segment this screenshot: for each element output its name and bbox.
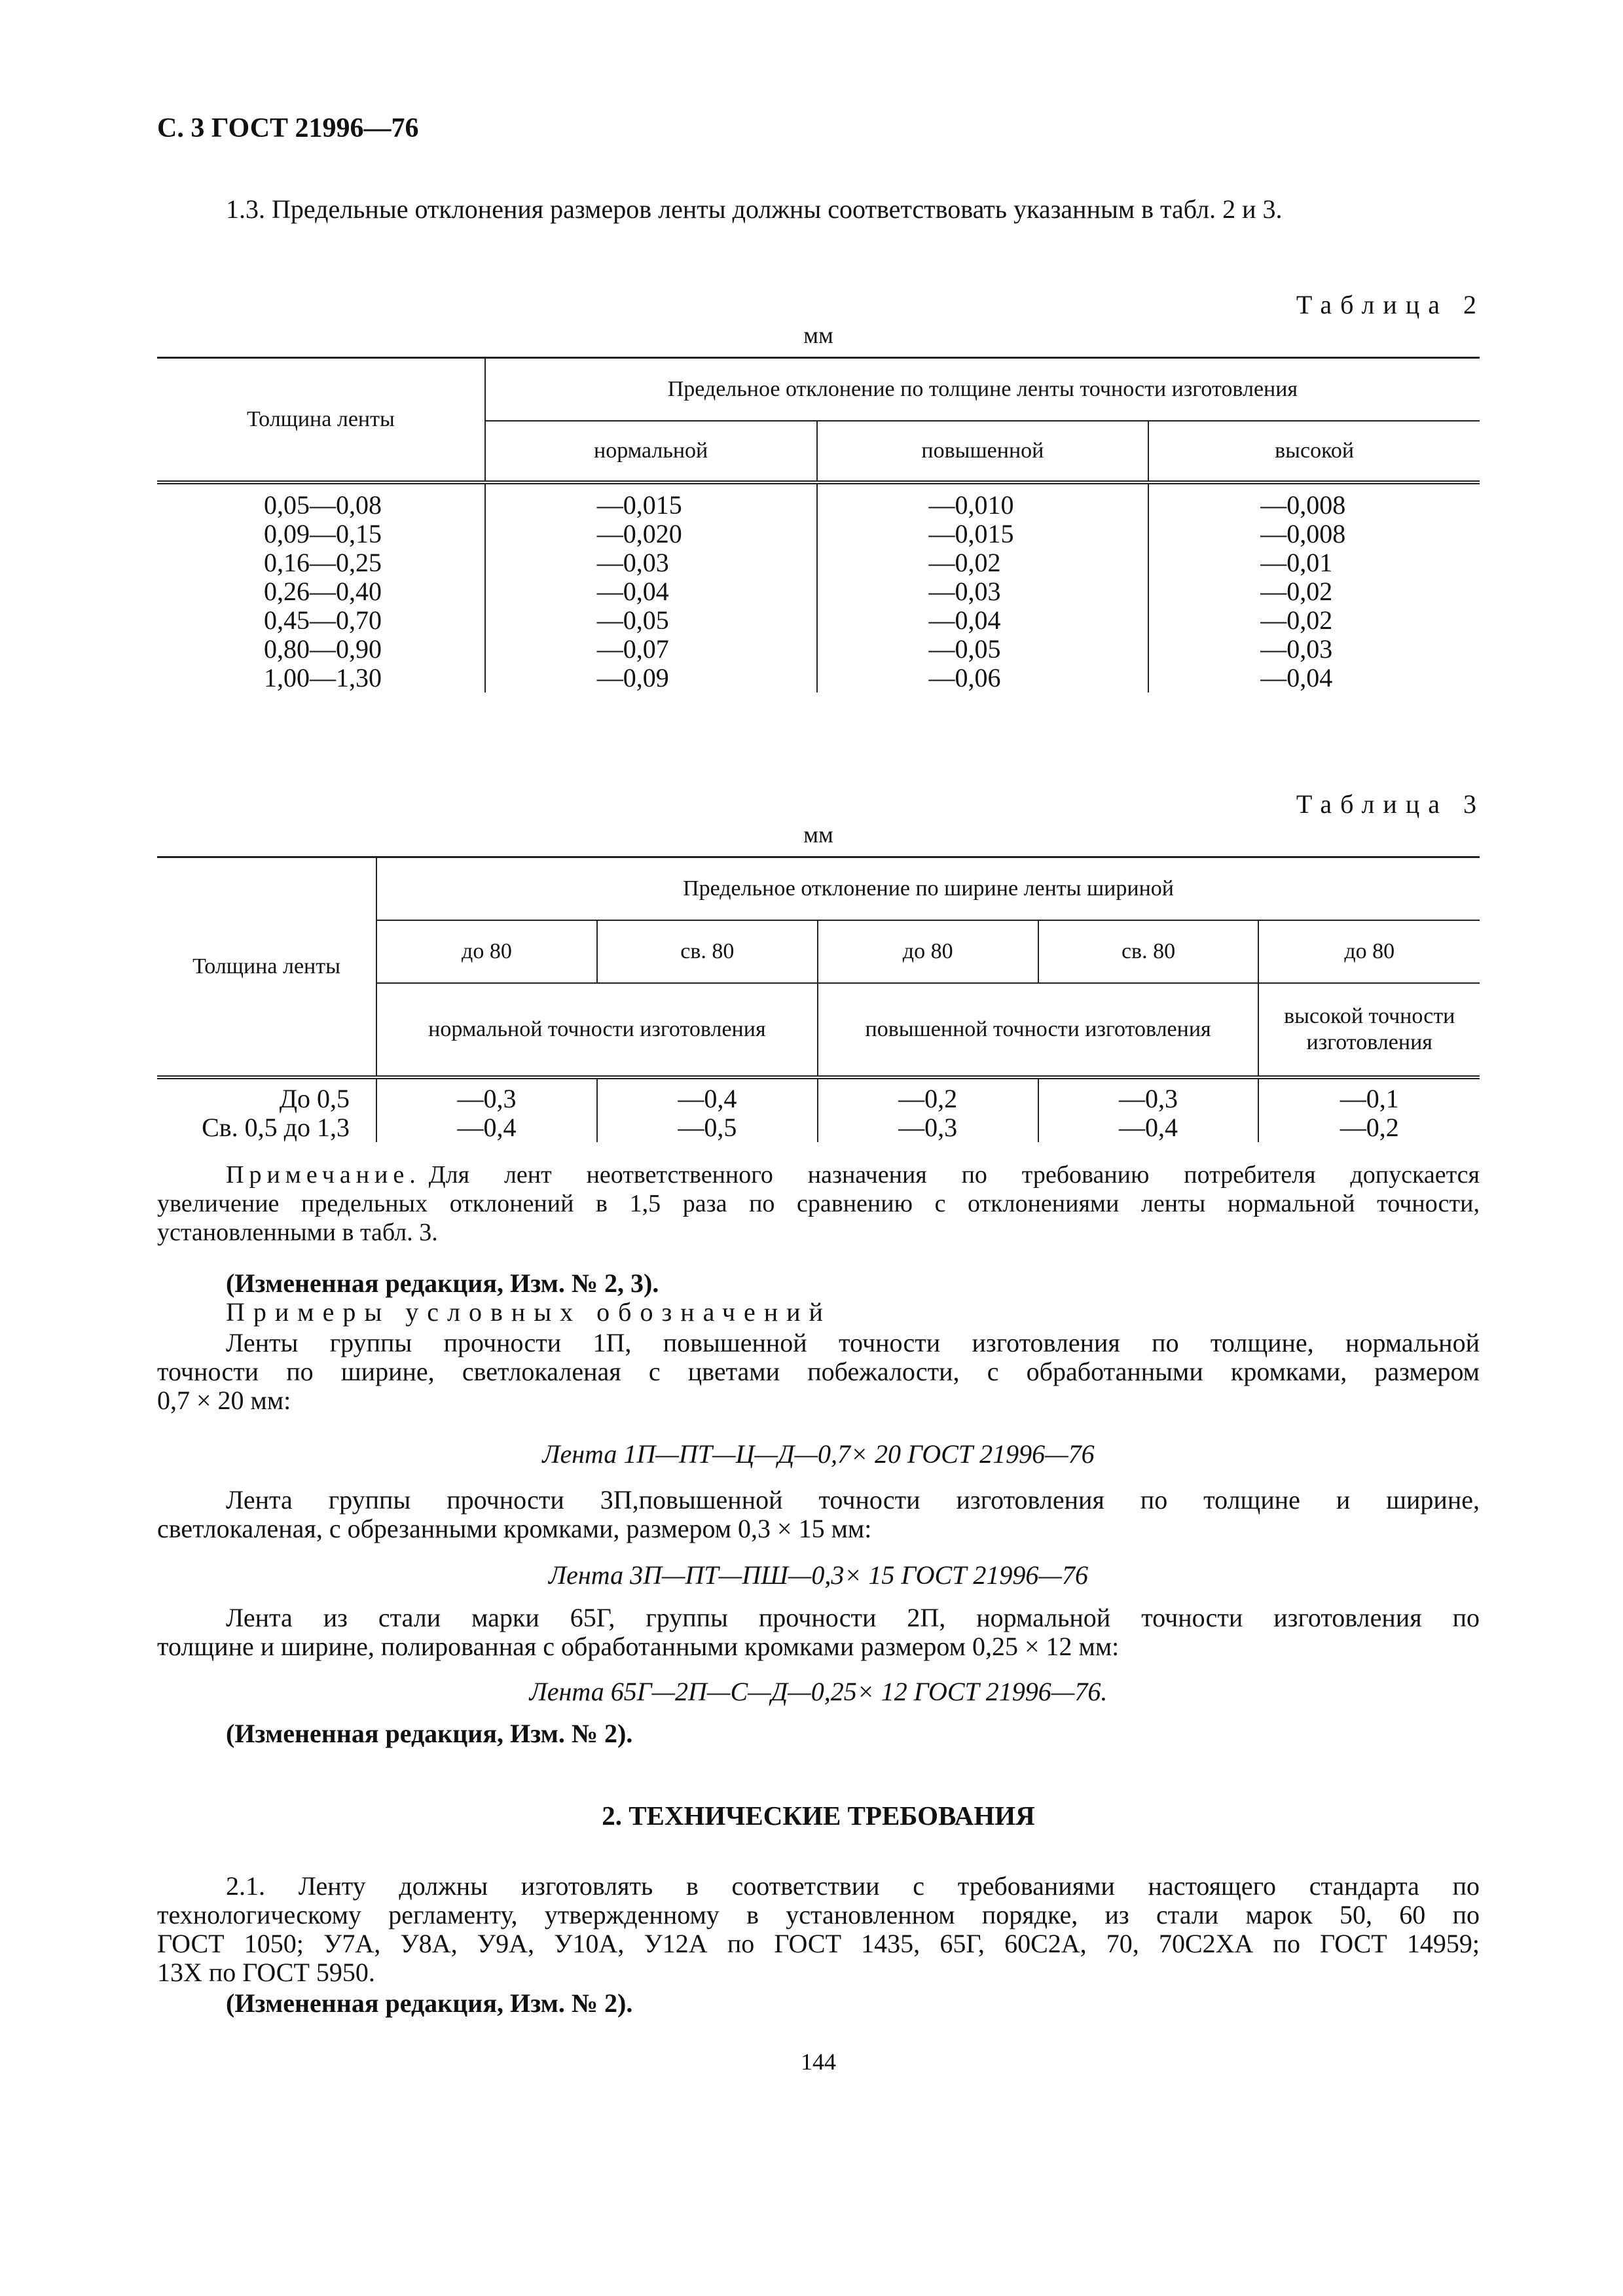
p21-line-2: технологическому регламенту, утвержденному в установленном порядке, из стали марок 50, 60 по (157, 1900, 1480, 1929)
table2-cell: —0,05 (928, 634, 1001, 664)
table2-cell: 0,09—0,15 (264, 519, 382, 548)
table2-cell: —0,008 (1260, 490, 1346, 520)
table2-increased-cell (817, 482, 1149, 692)
table3-group-header: Предельное отклонение по ширине ленты шириной (376, 857, 1480, 921)
table2-cell: —0,02 (928, 548, 1001, 577)
example2-designation: Лента 3П—ПТ—ПШ—0,3× 15 ГОСТ 21996—76 (549, 1560, 1088, 1590)
p21-line-1: 2.1. Ленту должны изготовлять в соответствии с требованиями настоящего стандарта по (226, 1871, 1480, 1901)
example1-designation: Лента 1П—ПТ—Ц—Д—0,7× 20 ГОСТ 21996—76 (542, 1439, 1095, 1469)
example3-designation: Лента 65Г—2П—С—Д—0,25× 12 ГОСТ 21996—76. (529, 1677, 1108, 1706)
table2-cell: —0,01 (1260, 548, 1333, 577)
table2-cell: —0,03 (596, 548, 669, 577)
table2-cell: —0,008 (1260, 519, 1346, 548)
table2-cell: —0,06 (928, 663, 1001, 692)
note-line-3: установленными в табл. 3. (157, 1219, 438, 1246)
table3-unit: мм (803, 821, 833, 848)
table-2 (157, 357, 1480, 692)
paragraph-1-3: 1.3. Предельные отклонения размеров ленты должны соответствовать указанным в табл. 2 и 3. (226, 194, 1283, 224)
table-3 (157, 856, 1480, 1142)
table2-group-header: Предельное отклонение по толщине ленты точности изготовления (485, 358, 1480, 422)
table3-width-4: св. 80 (1038, 920, 1259, 983)
table3-cell: —0,3 (376, 1077, 597, 1113)
table2-cell: 0,80—0,90 (264, 634, 382, 664)
table3-cell: —0,3 (1038, 1077, 1259, 1113)
amendment-1: (Измененная редакция, Изм. № 2, 3). (226, 1268, 659, 1298)
examples-title: Примеры условных обозначений (226, 1297, 831, 1327)
table2-cell: 0,05—0,08 (264, 490, 382, 520)
table3-cell: —0,4 (1038, 1113, 1259, 1142)
table3-col-thickness: Толщина ленты (157, 857, 376, 1078)
table2-cell: 0,26—0,40 (264, 577, 382, 606)
table3-cell: —0,2 (818, 1077, 1038, 1113)
table3-cell: —0,4 (597, 1077, 818, 1113)
table2-cell: —0,015 (928, 519, 1014, 548)
table2-cell: —0,020 (596, 519, 682, 548)
table2-cell: —0,02 (1260, 577, 1333, 606)
page-number: 144 (801, 2049, 836, 2075)
table2-cell: —0,04 (596, 577, 669, 606)
table3-class-high: высокой точности изготовления (1258, 983, 1480, 1077)
example1-line-3: 0,7 × 20 мм: (157, 1386, 291, 1415)
table3-cell: —0,2 (1258, 1113, 1480, 1142)
table2-cell: —0,02 (1260, 605, 1333, 635)
table2-cell: —0,015 (596, 490, 682, 520)
table3-class-increased: повышенной точности изготовления (818, 983, 1259, 1077)
example1-line-2: точности по ширине, светлокаленая с цветами побежалости, с обработанными кромками, размером (157, 1357, 1480, 1386)
note-line-1 (226, 1160, 1480, 1189)
table3-cell: —0,1 (1258, 1077, 1480, 1113)
table3-class-normal: нормальной точности изготовления (376, 983, 818, 1077)
page-header: С. 3 ГОСТ 21996—76 (157, 113, 419, 143)
table2-cell: 1,00—1,30 (264, 663, 382, 692)
p21-line-4: 13Х по ГОСТ 5950. (157, 1958, 375, 1987)
table2-cell: —0,05 (596, 605, 669, 635)
table2-cell: —0,010 (928, 490, 1014, 520)
table2-col-high: высокой (1148, 421, 1480, 482)
table2-cell: 0,16—0,25 (264, 548, 382, 577)
section-2-title: 2. ТЕХНИЧЕСКИЕ ТРЕБОВАНИЯ (602, 1801, 1035, 1831)
table2-cell: —0,03 (1260, 634, 1333, 664)
table2-col-increased: повышенной (817, 421, 1149, 482)
table2-thickness-cell (157, 482, 485, 692)
amendment-3: (Измененная редакция, Изм. № 2). (226, 1988, 633, 2018)
table2-unit: мм (803, 322, 833, 348)
example3-line-2: толщине и ширине, полированная с обработанными кромками размером 0,25 × 12 мм: (157, 1632, 1120, 1661)
table2-cell: —0,03 (928, 577, 1001, 606)
table3-width-5: до 80 (1258, 920, 1480, 983)
p21-line-3: ГОСТ 1050; У7А, У8А, У9А, У10А, У12А по ГОСТ 1435, 65Г, 60С2А, 70, 70С2ХА по ГОСТ 14959; (157, 1929, 1480, 1958)
table3-row-label: До 0,5 (279, 1084, 350, 1113)
table3-width-2: св. 80 (597, 920, 818, 983)
table2-normal-cell (485, 482, 817, 692)
amendment-2: (Измененная редакция, Изм. № 2). (226, 1719, 633, 1748)
table2-col-normal: нормальной (485, 421, 817, 482)
note-label: Примечание. (226, 1161, 421, 1189)
table2-cell: —0,04 (1260, 663, 1333, 692)
table3-width-1: до 80 (376, 920, 597, 983)
table2-caption: Таблица 2 (1296, 290, 1485, 319)
example1-line-1: Ленты группы прочности 1П, повышенной точности изготовления по толщине, нормальной (226, 1328, 1480, 1357)
table3-caption: Таблица 3 (1296, 789, 1485, 819)
example3-line-1: Лента из стали марки 65Г, группы прочности 2П, нормальной точности изготовления по (226, 1603, 1480, 1632)
table3-row-label: Св. 0,5 до 1,3 (202, 1113, 350, 1142)
example2-line-2: светлокаленая, с обрезанными кромками, размером 0,3 × 15 мм: (157, 1514, 872, 1543)
table2-col-thickness: Толщина ленты (157, 358, 485, 483)
note-text: Для лент неответственного назначения по требованию потребителя допускается (428, 1161, 1480, 1189)
example2-line-1: Лента группы прочности 3П,повышенной точности изготовления по толщине и ширине, (226, 1485, 1480, 1515)
table3-cell: —0,5 (597, 1113, 818, 1142)
table2-cell: —0,04 (928, 605, 1001, 635)
table3-cell: —0,4 (376, 1113, 597, 1142)
table3-width-3: до 80 (818, 920, 1038, 983)
table2-cell: —0,07 (596, 634, 669, 664)
table2-cell: —0,09 (596, 663, 669, 692)
table2-high-cell (1148, 482, 1480, 692)
note-line-2: увеличение предельных отклонений в 1,5 раза по сравнению с отклонениями ленты нормальной точности, (157, 1190, 1480, 1217)
table2-cell: 0,45—0,70 (264, 605, 382, 635)
table3-cell: —0,3 (818, 1113, 1038, 1142)
